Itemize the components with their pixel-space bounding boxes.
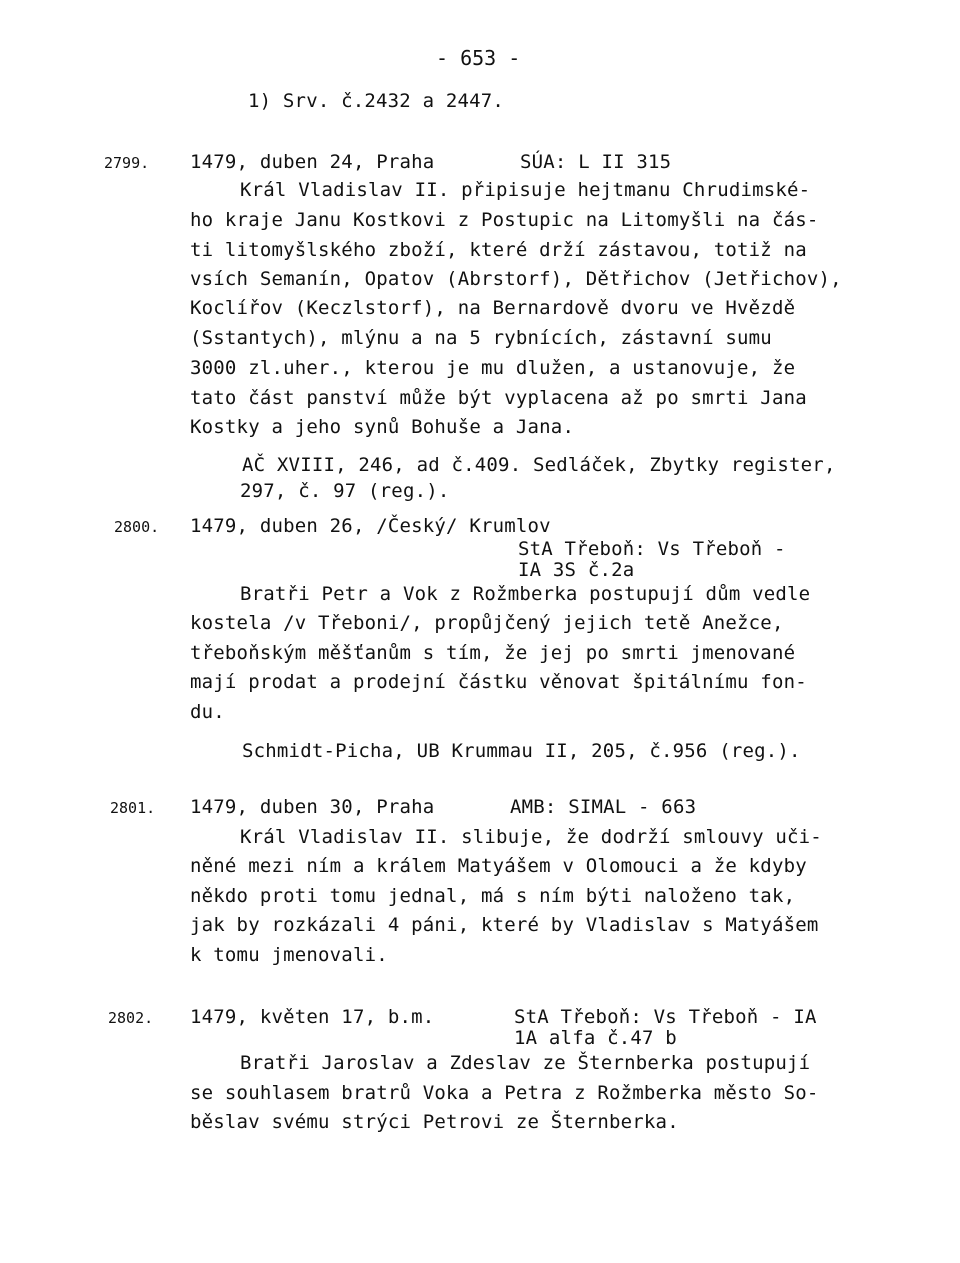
entry-archive-signature: StA Třeboň: Vs Třeboň - bbox=[518, 538, 786, 560]
body-line: ho kraje Janu Kostkovi z Postupic na Litomyšli na čás- bbox=[190, 209, 819, 231]
page-number: - 653 - bbox=[436, 46, 521, 70]
body-line: běslav svému strýci Petrovi ze Šternberka. bbox=[190, 1111, 679, 1133]
entry-archive-signature: 1A alfa č.47 b bbox=[514, 1027, 677, 1049]
entry-archive-signature: SÚA: L II 315 bbox=[520, 151, 672, 173]
body-line: kostela /v Třeboni/, propůjčený jejich tetě Anežce, bbox=[190, 612, 784, 634]
entry-archive-signature: StA Třeboň: Vs Třeboň - IA bbox=[514, 1006, 817, 1028]
body-line: 3000 zl.uher., kterou je mu dlužen, a ustanovuje, že bbox=[190, 357, 796, 379]
entry-archive-signature: AMB: SIMAL - 663 bbox=[510, 796, 697, 818]
entry-number: 2801. bbox=[110, 799, 156, 817]
body-line: mají prodat a prodejní částku věnovat špitálnímu fon- bbox=[190, 671, 807, 693]
body-line: Král Vladislav II. slibuje, že dodrží smlouvy uči- bbox=[240, 826, 822, 848]
body-line: se souhlasem bratrů Voka a Petra z Rožmberka město So- bbox=[190, 1082, 819, 1104]
body-line: Bratři Jaroslav a Zdeslav ze Šternberka postupují bbox=[240, 1052, 811, 1074]
footnote: 1) Srv. č.2432 a 2447. bbox=[248, 90, 505, 112]
body-line: tato část panství může být vyplacena až po smrti Jana bbox=[190, 387, 807, 409]
body-line: jak by rozkázali 4 páni, které by Vladislav s Matyášem bbox=[190, 914, 819, 936]
body-line: k tomu jmenovali. bbox=[190, 944, 388, 966]
reference-line: AČ XVIII, 246, ad č.409. Sedláček, Zbytky register, bbox=[242, 454, 836, 476]
body-line: Kostky a jeho synů Bohuše a Jana. bbox=[190, 416, 575, 438]
body-line: du. bbox=[190, 701, 225, 723]
entry-date-place: 1479, květen 17, b.m. bbox=[190, 1006, 435, 1028]
body-line: třeboňským měšťanům s tím, že jej po smrti jmenované bbox=[190, 642, 796, 664]
body-line: Bratři Petr a Vok z Rožmberka postupují dům vedle bbox=[240, 583, 811, 605]
body-line: Král Vladislav II. připisuje hejtmanu Chrudimské- bbox=[240, 179, 811, 201]
entry-number: 2800. bbox=[114, 518, 160, 536]
body-line: Koclířov (Keczlstorf), na Bernardově dvoru ve Hvězdě bbox=[190, 297, 796, 319]
entry-number: 2802. bbox=[108, 1009, 154, 1027]
reference-line: 297, č. 97 (reg.). bbox=[240, 480, 450, 502]
entry-number: 2799. bbox=[104, 154, 150, 172]
entry-archive-signature: IA 3S č.2a bbox=[518, 559, 635, 581]
reference-line: Schmidt-Picha, UB Krummau II, 205, č.956 (reg.). bbox=[242, 740, 801, 762]
body-line: ti litomyšlského zboží, které drží zástavou, totiž na bbox=[190, 239, 807, 261]
entry-date-place: 1479, duben 26, /Český/ Krumlov bbox=[190, 515, 551, 537]
entry-date-place: 1479, duben 30, Praha bbox=[190, 796, 435, 818]
entry-date-place: 1479, duben 24, Praha bbox=[190, 151, 435, 173]
body-line: něné mezi ním a králem Matyášem v Olomouci a že kdyby bbox=[190, 855, 807, 877]
body-line: vsích Semanín, Opatov (Abrstorf), Dětřichov (Jetřichov), bbox=[190, 268, 842, 290]
body-line: někdo proti tomu jednal, má s ním býti naloženo tak, bbox=[190, 885, 796, 907]
body-line: (Sstantych), mlýnu a na 5 rybnících, zástavní sumu bbox=[190, 327, 772, 349]
